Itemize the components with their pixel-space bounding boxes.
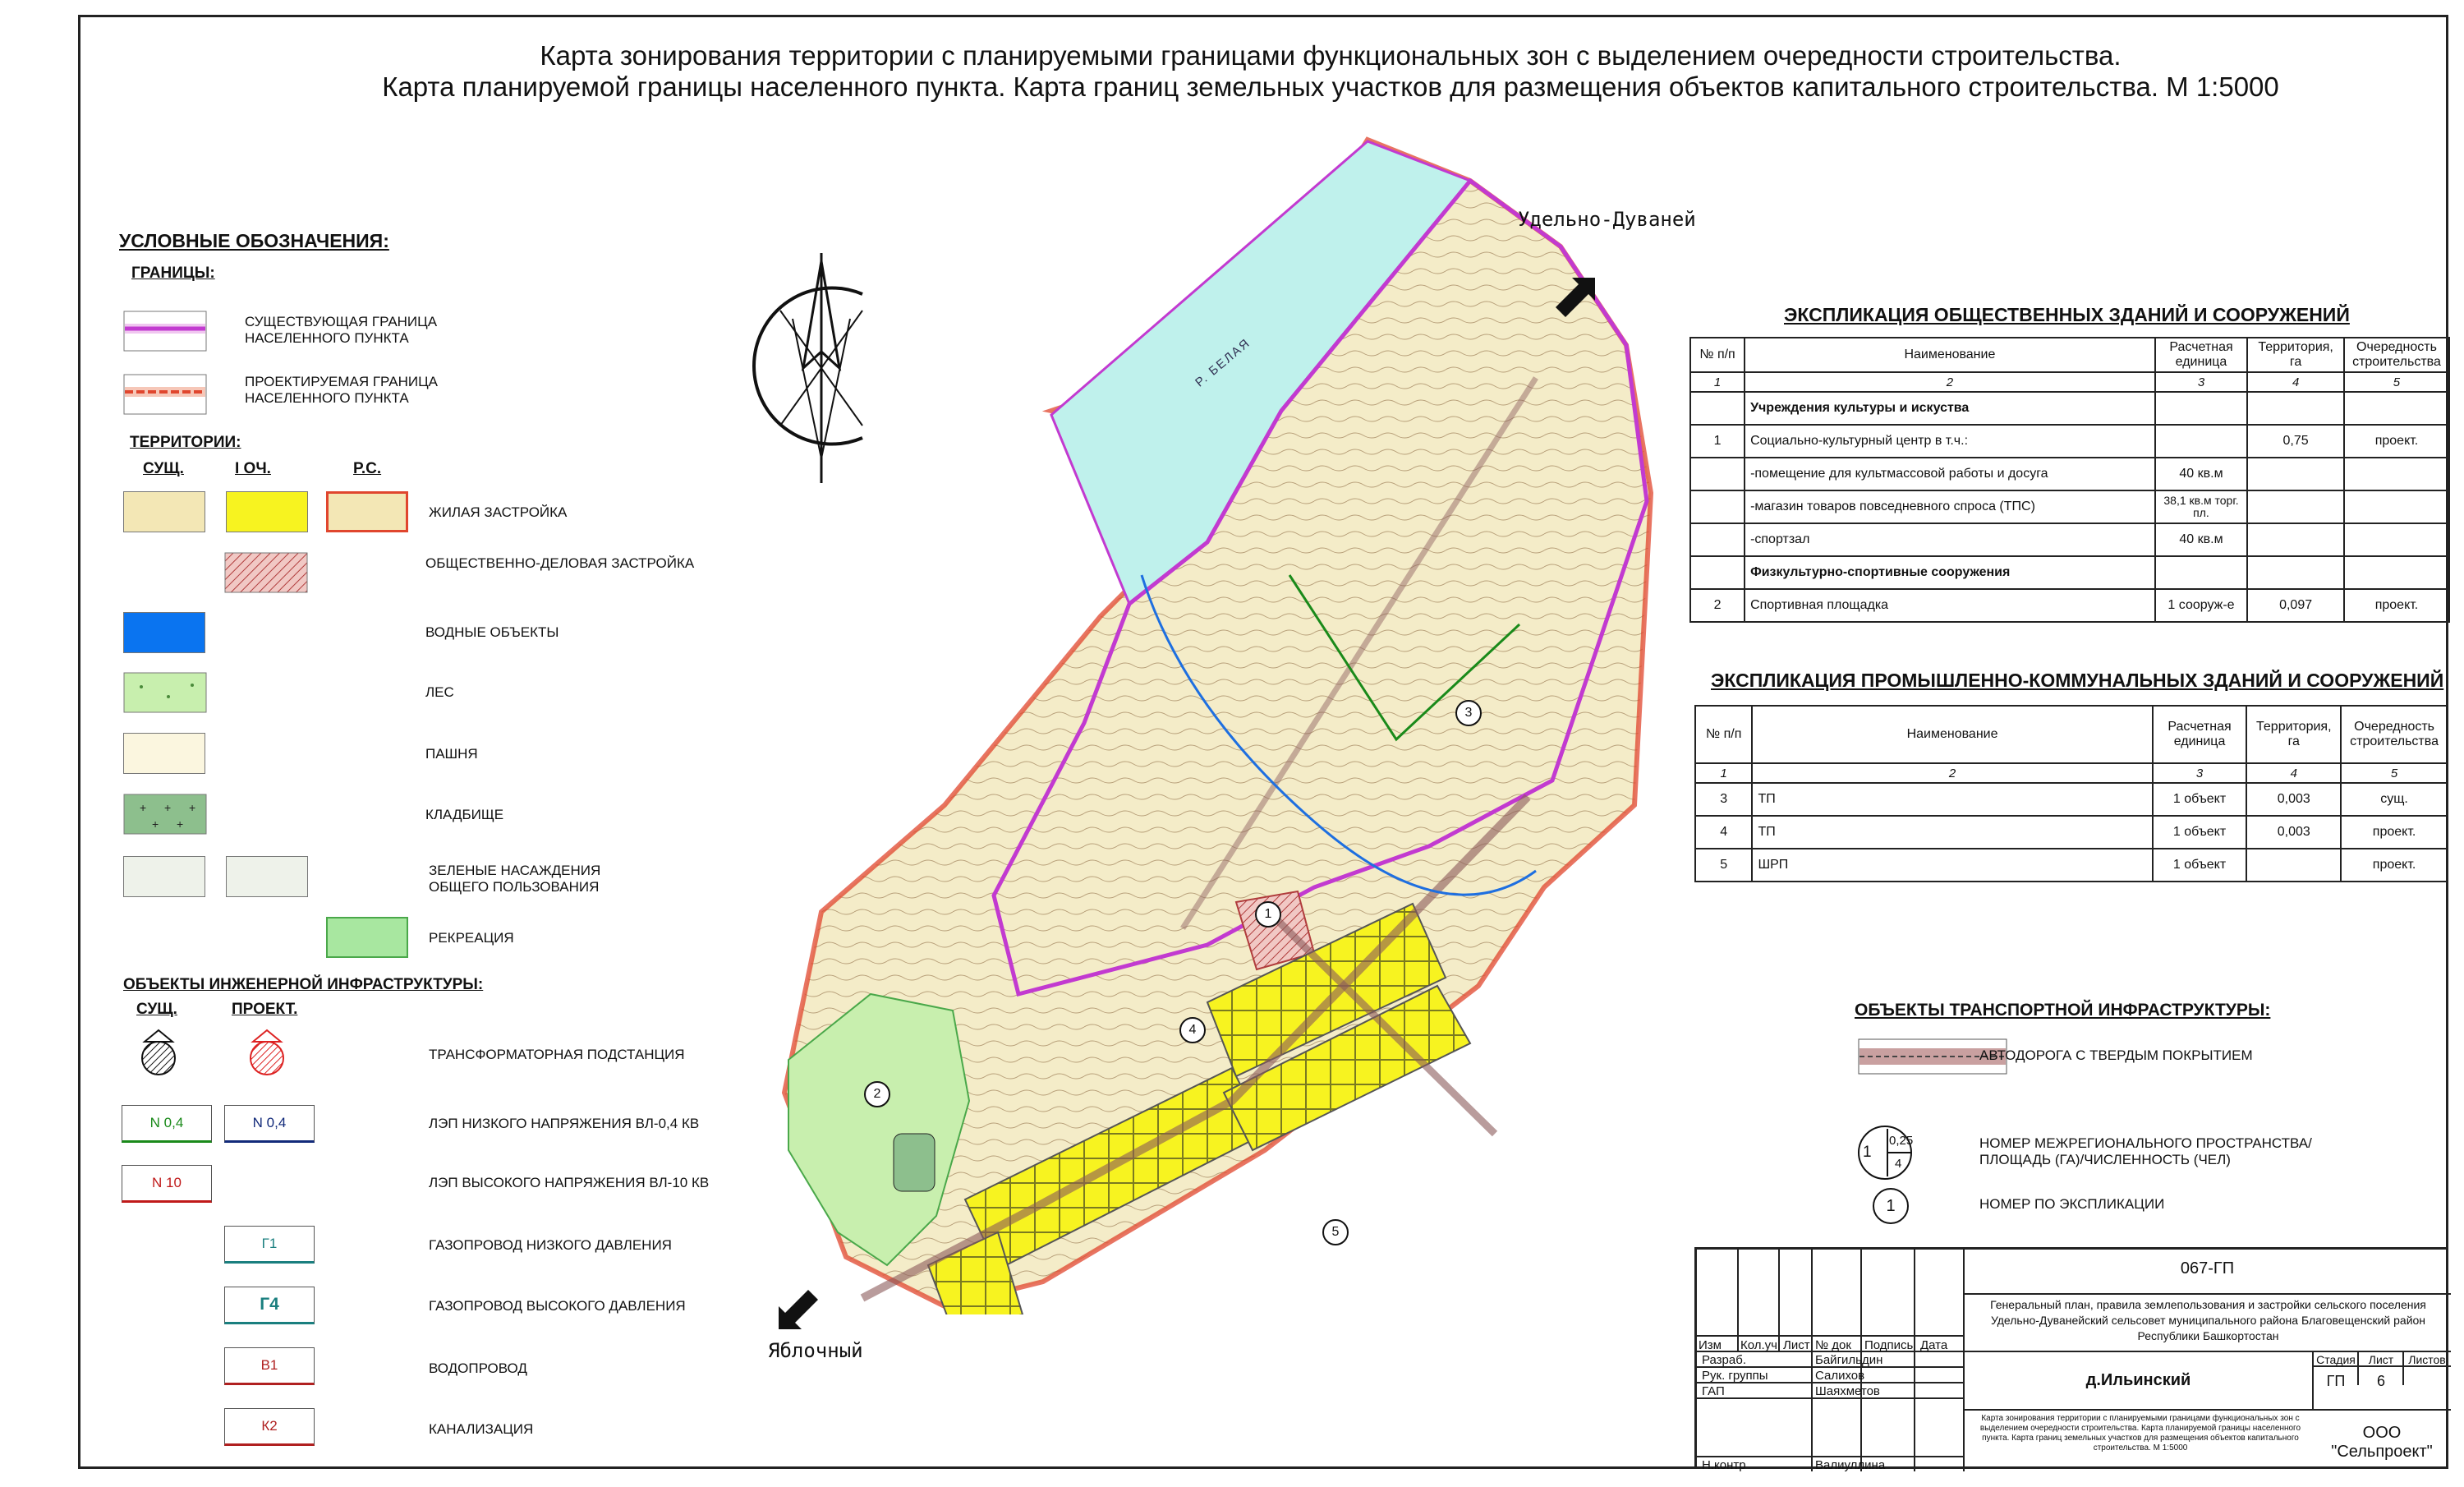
- map-title-line2: Карта планируемой границы населенного пункта. Карта границ земельных участков для размещения объектов капитального строительства. М 1:5000: [382, 71, 2279, 102]
- cell-unit: 40 кв.м: [2155, 523, 2248, 556]
- stamp-col-sheet: Лист: [1783, 1338, 1810, 1352]
- low-voltage-existing-swatch: N 0,4: [122, 1105, 212, 1143]
- low-voltage-project-swatch: N 0,4: [224, 1105, 315, 1143]
- public-table-title: ЭКСПЛИКАЦИЯ ОБЩЕСТВЕННЫХ ЗДАНИЙ И СООРУЖЕНИЙ: [1784, 304, 2350, 325]
- table-row: [1690, 589, 2449, 622]
- arable-label: ПАШНЯ: [425, 746, 478, 762]
- table-number-row: [1690, 372, 2449, 392]
- transport-heading: ОБЪЕКТЫ ТРАНСПОРТНОЙ ИНФРАСТРУКТУРЫ:: [1855, 1001, 2271, 1020]
- table-header-row: [1695, 706, 2448, 763]
- cell-n: 4: [1695, 816, 1752, 849]
- green-first-swatch: [226, 856, 308, 897]
- green-label: ЗЕЛЕНЫЕ НАСАЖДЕНИЯ ОБЩЕГО ПОЛЬЗОВАНИЯ: [429, 863, 601, 895]
- river-label: Р. БЕЛАЯ: [1193, 335, 1253, 390]
- group-label: Физкультурно-спортивные сооружения: [1745, 556, 2155, 589]
- cemetery-label: КЛАДБИЩЕ: [425, 807, 504, 822]
- col-header: № п/п: [1690, 338, 1745, 372]
- stamp-col-date: Дата: [1920, 1338, 1948, 1352]
- cell-name: -спортзал: [1745, 523, 2155, 556]
- industrial-table-title: ЭКСПЛИКАЦИЯ ПРОМЫШЛЕННО-КОММУНАЛЬНЫХ ЗДАНИЙ И СООРУЖЕНИЙ: [1711, 670, 2444, 691]
- residential-rs-swatch: [326, 491, 408, 532]
- cell-unit: 38,1 кв.м торг. пл.: [2155, 490, 2248, 523]
- arable-swatch: [123, 733, 205, 774]
- stamp-project: Генеральный план, правила землепользования и застройки сельского поселения Удельно-Дуванейский сельсовет муниципального района Благовещенский район Республики Башкортостан: [1990, 1298, 2426, 1342]
- svg-text:+: +: [177, 817, 184, 831]
- cell-n: 1: [1690, 425, 1745, 458]
- table-header-row: [1690, 338, 2449, 372]
- col-number: 2: [1745, 372, 2155, 392]
- zone-population: 4: [1895, 1157, 1902, 1171]
- col-header: Очередность строительства: [2344, 338, 2449, 372]
- high-voltage-label: ЛЭП ВЫСОКОГО НАПРЯЖЕНИЯ ВЛ-10 КВ: [429, 1175, 710, 1190]
- stamp-company: ООО "Сельпроект": [2331, 1424, 2433, 1461]
- table-number-row: [1695, 763, 2448, 783]
- table-group-row: [1690, 556, 2449, 589]
- stamp-stage-header: Стадия: [2316, 1353, 2356, 1366]
- stamp-role: Рук. группы: [1702, 1369, 1768, 1383]
- col-first-stage-heading: I ОЧ.: [235, 460, 271, 477]
- cell-area: 0,003: [2246, 783, 2341, 816]
- cell-unit: 1 объект: [2153, 849, 2247, 882]
- cell-area: [2246, 849, 2341, 882]
- col-existing-heading: СУЩ.: [143, 460, 184, 477]
- col-number: 5: [2341, 763, 2448, 783]
- public-explication-table: [1689, 337, 2450, 623]
- public-swatch: [224, 552, 308, 593]
- col-header: Наименование: [1745, 338, 2155, 372]
- stamp-col-count: Кол.уч: [1740, 1338, 1777, 1352]
- cell-name: ШРП: [1752, 849, 2152, 882]
- stamp-role: ГАП: [1702, 1384, 1725, 1398]
- gas-high-swatch: Г4: [224, 1287, 315, 1324]
- cell-name: -магазин товаров повседневного спроса (ТПС): [1745, 490, 2155, 523]
- sewer-swatch: К2: [224, 1408, 315, 1446]
- direction-ne-label: Удельно-Дуваней: [1518, 208, 1696, 231]
- expl-marker-1: 1: [1255, 901, 1281, 928]
- cemetery-area: [894, 1134, 935, 1191]
- boundary-existing-swatch: [123, 311, 207, 352]
- industrial-explication-table: [1694, 705, 2448, 882]
- boundary-planned-swatch: [123, 374, 207, 415]
- water-pipe-label: ВОДОПРОВОД: [429, 1360, 527, 1376]
- transformer-label: ТРАНСФОРМАТОРНАЯ ПОДСТАНЦИЯ: [429, 1047, 685, 1062]
- high-voltage-swatch: N 10: [122, 1165, 212, 1203]
- col-header: № п/п: [1695, 706, 1752, 763]
- water-swatch: [123, 612, 205, 653]
- cell-name: Спортивная площадка: [1745, 589, 2155, 622]
- stamp-person: Байгильдин: [1815, 1353, 1883, 1367]
- stamp-person: Валиуллина: [1815, 1458, 1886, 1472]
- map-title-line1: Карта зонирования территории с планируемыми границами функциональных зон с выделением очередности строительства.: [540, 40, 2122, 71]
- zone-area: 0,25: [1889, 1134, 1914, 1148]
- table-row: [1690, 490, 2449, 523]
- cell-unit: 1 объект: [2153, 816, 2247, 849]
- cell-stage: проект.: [2344, 425, 2449, 458]
- col-header: Территория, га: [2247, 338, 2344, 372]
- infra-col-existing: СУЩ.: [136, 1001, 177, 1018]
- cell-n: 3: [1695, 783, 1752, 816]
- water-label: ВОДНЫЕ ОБЪЕКТЫ: [425, 624, 559, 640]
- table-row: [1695, 783, 2448, 816]
- expl-number-symbol: 1: [1873, 1188, 1909, 1224]
- cell-area: 0,097: [2247, 589, 2344, 622]
- cell-name: ТП: [1752, 816, 2152, 849]
- col-number: 1: [1690, 372, 1745, 392]
- cell-n: 2: [1690, 589, 1745, 622]
- legend-infra-heading: ОБЪЕКТЫ ИНЖЕНЕРНОЙ ИНФРАСТРУКТУРЫ:: [123, 976, 484, 993]
- cell-name: ТП: [1752, 783, 2152, 816]
- boundary-existing-label: СУЩЕСТВУЮЩАЯ ГРАНИЦА НАСЕЛЕННОГО ПУНКТА: [245, 314, 438, 346]
- legend-territories-heading: ТЕРРИТОРИИ:: [130, 434, 241, 451]
- recreation-label: РЕКРЕАЦИЯ: [429, 930, 514, 946]
- col-header: Очередность строительства: [2341, 706, 2448, 763]
- road-label: АВТОДОРОГА С ТВЕРДЫМ ПОКРЫТИЕМ: [1979, 1047, 2253, 1063]
- table-row: [1690, 425, 2449, 458]
- transformer-existing-icon: [138, 1029, 179, 1078]
- settlement-map: [772, 131, 1676, 1314]
- transformer-project-icon: [246, 1029, 287, 1078]
- cell-area: 0,75: [2247, 425, 2344, 458]
- svg-text:+: +: [164, 801, 172, 814]
- stamp-person: Шаяхметов: [1815, 1384, 1880, 1398]
- residential-first-swatch: [226, 491, 308, 532]
- expl-marker-4: 4: [1179, 1017, 1206, 1043]
- title-block: [1694, 1247, 2448, 1472]
- expl-marker-3: 3: [1455, 700, 1482, 726]
- svg-text:+: +: [189, 801, 196, 814]
- cemetery-swatch: [123, 794, 207, 835]
- cell-n: 5: [1695, 849, 1752, 882]
- residential-existing-swatch: [123, 491, 205, 532]
- stamp-person: Салихов: [1815, 1369, 1865, 1383]
- stamp-code: 067-ГП: [2180, 1259, 2235, 1278]
- stamp-role: Разраб.: [1702, 1353, 1747, 1367]
- cell-unit: 1 сооруж-е: [2155, 589, 2248, 622]
- legend-boundaries-heading: ГРАНИЦЫ:: [131, 265, 215, 282]
- col-header: Расчетная единица: [2153, 706, 2247, 763]
- stamp-sheet-title: Карта зонирования территории с планируемыми границами функциональных зон с выделением очередности строительства. Карта планируемой границы населенного пункта. Карта границ земельных участков для размещения объектов капитального строительства. М 1:5000: [1979, 1414, 2301, 1452]
- cell-stage: сущ.: [2341, 783, 2448, 816]
- stamp-village: д.Ильинский: [2085, 1371, 2191, 1389]
- cell-name: Социально-культурный центр в т.ч.:: [1745, 425, 2155, 458]
- public-label: ОБЩЕСТВЕННО-ДЕЛОВАЯ ЗАСТРОЙКА: [425, 555, 695, 571]
- col-number: 3: [2153, 763, 2247, 783]
- recreation-swatch: [326, 917, 408, 958]
- arrow-ne-icon: [1552, 271, 1602, 320]
- stamp-role: Н.контр: [1702, 1458, 1746, 1472]
- stamp-col-signature: Подпись: [1864, 1338, 1914, 1352]
- sewer-label: КАНАЛИЗАЦИЯ: [429, 1421, 534, 1437]
- col-header: Расчетная единица: [2155, 338, 2248, 372]
- stamp-sheet-header: Лист: [2368, 1353, 2394, 1366]
- boundary-planned-label: ПРОЕКТИРУЕМАЯ ГРАНИЦА НАСЕЛЕННОГО ПУНКТА: [245, 374, 439, 406]
- col-number: 4: [2246, 763, 2341, 783]
- direction-sw-label: Яблочный: [768, 1339, 863, 1362]
- col-header: Территория, га: [2246, 706, 2341, 763]
- gas-low-swatch: Г1: [224, 1226, 315, 1264]
- stamp-col-doc: № док: [1815, 1338, 1851, 1352]
- group-label: Учреждения культуры и искуства: [1745, 392, 2155, 425]
- cell-stage: проект.: [2344, 589, 2449, 622]
- expl-marker-2: 2: [864, 1081, 890, 1107]
- stamp-col-change: Изм: [1699, 1338, 1722, 1352]
- col-number: 1: [1695, 763, 1752, 783]
- table-row: [1690, 458, 2449, 490]
- stamp-stage: ГП: [2326, 1373, 2346, 1389]
- cell-unit: [2155, 425, 2248, 458]
- table-row: [1695, 816, 2448, 849]
- forest-swatch: [123, 672, 207, 713]
- cell-unit: 1 объект: [2153, 783, 2247, 816]
- legend-heading: УСЛОВНЫЕ ОБОЗНАЧЕНИЯ:: [119, 230, 389, 251]
- cell-stage: проект.: [2341, 816, 2448, 849]
- infra-col-project: ПРОЕКТ.: [232, 1001, 298, 1018]
- green-existing-swatch: [123, 856, 205, 897]
- gas-low-label: ГАЗОПРОВОД НИЗКОГО ДАВЛЕНИЯ: [429, 1237, 672, 1253]
- arrow-sw-icon: [772, 1287, 821, 1336]
- col-number: 5: [2344, 372, 2449, 392]
- col-number: 4: [2247, 372, 2344, 392]
- svg-text:+: +: [140, 801, 147, 814]
- zone-number: 1: [1863, 1144, 1872, 1161]
- cell-unit: 40 кв.м: [2155, 458, 2248, 490]
- col-number: 3: [2155, 372, 2248, 392]
- zone-number-label: НОМЕР МЕЖРЕГИОНАЛЬНОГО ПРОСТРАНСТВА/ ПЛОЩАДЬ (ГА)/ЧИСЛЕННОСТЬ (ЧЕЛ): [1979, 1135, 2312, 1167]
- cell-stage: проект.: [2341, 849, 2448, 882]
- col-header: Наименование: [1752, 706, 2152, 763]
- expl-marker-5: 5: [1322, 1219, 1349, 1245]
- cell-area: 0,003: [2246, 816, 2341, 849]
- expl-number-label: НОМЕР ПО ЭКСПЛИКАЦИИ: [1979, 1196, 2165, 1212]
- cell-name: -помещение для культмассовой работы и досуга: [1745, 458, 2155, 490]
- table-row: [1695, 849, 2448, 882]
- stamp-sheets-header: Листов: [2408, 1353, 2446, 1366]
- gas-high-label: ГАЗОПРОВОД ВЫСОКОГО ДАВЛЕНИЯ: [429, 1298, 686, 1314]
- col-rs-heading: Р.С.: [353, 460, 382, 477]
- low-voltage-label: ЛЭП НИЗКОГО НАПРЯЖЕНИЯ ВЛ-0,4 КВ: [429, 1116, 700, 1131]
- forest-label: ЛЕС: [425, 684, 454, 700]
- svg-text:+: +: [152, 817, 159, 831]
- stamp-sheet: 6: [2376, 1373, 2385, 1389]
- col-number: 2: [1752, 763, 2152, 783]
- water-pipe-swatch: В1: [224, 1347, 315, 1385]
- table-group-row: [1690, 392, 2449, 425]
- residential-label: ЖИЛАЯ ЗАСТРОЙКА: [429, 504, 568, 520]
- table-row: [1690, 523, 2449, 556]
